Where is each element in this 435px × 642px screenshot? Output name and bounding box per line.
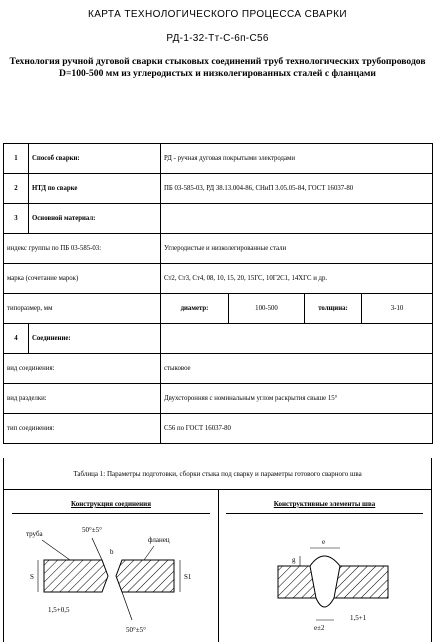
table-row — [4, 204, 433, 234]
row-value — [161, 324, 433, 354]
angle-bottom-label: 50°±5° — [126, 626, 146, 634]
row-label: НТД по сварке — [29, 174, 161, 204]
document-code: РД-1-32-Тт-С-6п-С56 — [166, 33, 269, 44]
weld-elements-drawing — [218, 520, 431, 640]
dimension-e1-label: e±2 — [314, 624, 325, 632]
row-value: стыковое — [161, 354, 433, 384]
table-row — [4, 324, 433, 354]
row-label: Соединение: — [29, 324, 161, 354]
table-row — [4, 384, 433, 414]
document-heading: Технология ручной дуговой сварки стыковых соединений труб технологических трубопроводов D=100-500 мм из углеродистых и низколегированных сталей с фланцами — [9, 56, 426, 79]
table-row — [4, 234, 433, 264]
row-label: Основной материал: — [29, 204, 161, 234]
table1-sections — [3, 490, 432, 642]
bevel-line — [92, 538, 102, 560]
row-label: тип соединения: — [4, 414, 161, 444]
document-title: КАРТА ТЕХНОЛОГИЧЕСКОГО ПРОЦЕССА СВАРКИ — [88, 9, 347, 20]
row-number: 1 — [4, 144, 29, 174]
leader-line — [42, 540, 70, 560]
leader-line — [144, 546, 154, 560]
row-value: Ст2, Ст3, Ст4, 08, 10, 15, 20, 15ГС, 10Г2С1, 14ХГС и др. — [161, 264, 433, 294]
table-row — [4, 294, 433, 324]
dimension-g1-label: 1,5+1 — [350, 614, 367, 622]
row-number: 4 — [4, 324, 29, 354]
table-row — [4, 264, 433, 294]
joint-design-section — [4, 490, 219, 642]
dimension-s-label: S — [30, 573, 34, 581]
diameter-value: 100-500 — [229, 294, 305, 324]
table-row — [4, 354, 433, 384]
dimension-e-label: e — [322, 538, 326, 546]
process-table — [3, 143, 433, 444]
table-row — [4, 144, 433, 174]
row-value: Углеродистые и низколегированные стали — [161, 234, 433, 264]
row-label: вид соединения: — [4, 354, 161, 384]
row-label: индекс группы по ПБ 03-585-03: — [4, 234, 161, 264]
weld-elements-title: Конструктивные элементы шва — [273, 500, 376, 508]
pipe-wall — [44, 560, 108, 592]
weld-bead — [310, 556, 340, 607]
joint-design-drawing — [4, 520, 218, 640]
thickness-value: 3-10 — [362, 294, 433, 324]
flange-wall — [116, 560, 174, 592]
joint-design-title: Конструкция соединения — [70, 500, 152, 508]
row-value: РД - ручная дуговая покрытыми электродами — [161, 144, 433, 174]
bevel-line — [122, 592, 132, 620]
row-number: 2 — [4, 174, 29, 204]
row-value: ПБ 03-585-03, РД 38.13.004-86, СНиП 3.05.05-84, ГОСТ 16037-80 — [161, 174, 433, 204]
table-row — [4, 414, 433, 444]
row-value: Двухсторонняя с номинальным углом раскрытия свыше 15° — [161, 384, 433, 414]
row-value: С56 по ГОСТ 16037-80 — [161, 414, 433, 444]
row-label: марка (сочетание марок) — [4, 264, 161, 294]
angle-top-label: 50°±5° — [82, 526, 102, 534]
dimension-b-label: b — [110, 548, 114, 556]
divider — [226, 513, 423, 514]
dimension-s1-label: S1 — [184, 573, 192, 581]
row-label: типоразмер, мм — [4, 294, 161, 324]
row-label: вид разделки: — [4, 384, 161, 414]
diameter-label: диаметр: — [161, 294, 229, 324]
row-number: 3 — [4, 204, 29, 234]
table-row — [4, 174, 433, 204]
flange-label: фланец — [148, 536, 170, 544]
weld-elements-section — [218, 490, 431, 642]
thickness-label: толщина: — [305, 294, 362, 324]
row-label: Способ сварки: — [29, 144, 161, 174]
divider — [12, 513, 210, 514]
table1-caption: Таблица 1: Параметры подготовки, сборки стыка под сварку и параметры готового сварного шва — [3, 458, 432, 490]
row-value — [161, 204, 433, 234]
dimension-k-label: 1,5+0,5 — [48, 606, 70, 614]
pipe-label: труба — [26, 530, 43, 538]
dimension-g-label: g — [292, 556, 296, 564]
